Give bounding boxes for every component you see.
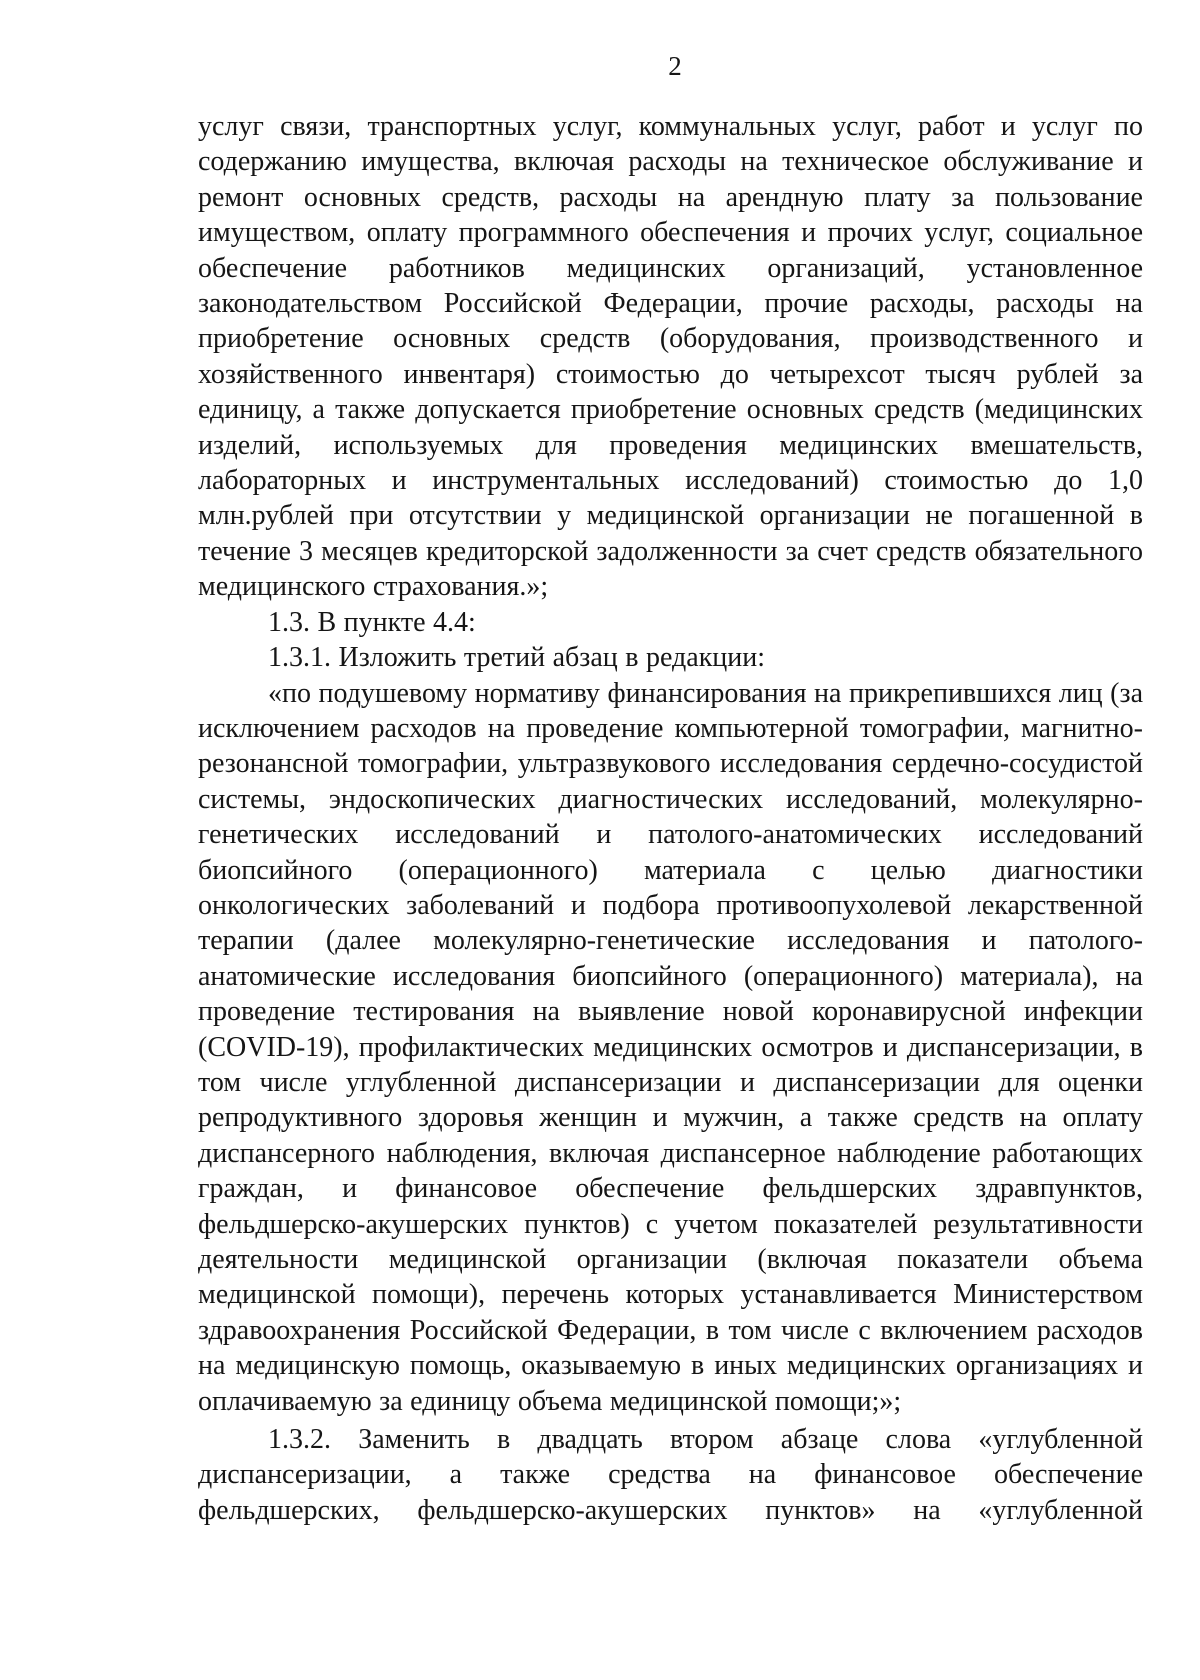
page-number: 2 <box>668 51 682 81</box>
paragraph-continuation: услуг связи, транспортных услуг, коммунальных услуг, работ и услуг по содержанию имущества, включая расходы на техническое обслуживание и ремонт основных средств, расходы на арендную плату за пользование имуществом, оплату программного обеспечения и прочих услуг, социальное обеспечение работников медицинских организаций, установленное законодательством Российской Федерации, прочие расходы, расходы на приобретение основных средств (оборудования, производственного и хозяйственного инвентаря) стоимостью до четырехсот тысяч рублей за единицу, а также допускается приобретение основных средств (медицинских изделий, используемых для проведения медицинских вмешательств, лабораторных и инструментальных исследований) стоимостью до 1,0 млн.рублей при отсутствии у медицинской организации не погашенной в течение 3 месяцев кредиторской задолженности за счет средств обязательного медицинского страхования.»; <box>198 111 1143 603</box>
paragraph-item-1-3-1: 1.3.1. Изложить третий абзац в редакции: <box>268 642 766 674</box>
paragraph-quoted-text: «по подушевому нормативу финансирования на прикрепившихся лиц (за исключением расходов на проведение компьютерной томографии, магнитно-резонансной томографии, ультразвукового исследования сердечно-сосудистой системы, эндоскопических диагностических исследований, молекулярно-генетических исследований и патолого-анатомических исследований биопсийного (операционного) материала с целью диагностики онкологических заболеваний и подбора противоопухолевой лекарственной терапии (далее молекулярно-генетические исследования и патолого-анатомические исследования биопсийного (операционного) материала), на проведение тестирования на выявление новой коронавирусной инфекции (COVID-19), профилактических медицинских осмотров и диспансеризации, в том числе углубленной диспансеризации и диспансеризации для оценки репродуктивного здоровья женщин и мужчин, а также средств на оплату диспансерного наблюдения, включая диспансерное наблюдение работающих граждан, и финансовое обеспечение фельдшерских здравпунктов, фельдшерско-акушерских пунктов) с учетом показателей результативности деятельности медицинской организации (включая показатели объема медицинской помощи), перечень которых устанавливается Министерством здравоохранения Российской Федерации, в том числе с включением расходов на медицинскую помощь, оказываемую в иных медицинских организациях и оплачиваемую за единицу объема медицинской помощи;»; <box>198 677 1143 1417</box>
paragraph-item-1-3-2: 1.3.2. Заменить в двадцать втором абзаце слова «углубленной диспансеризации, а также средства на финансовое обеспечение фельдшерских, фельдшерско-акушерских пунктов» на «углубленной <box>198 1424 1143 1526</box>
paragraph-item-1-3: 1.3. В пункте 4.4: <box>268 606 476 638</box>
document-body <box>198 109 1143 1528</box>
